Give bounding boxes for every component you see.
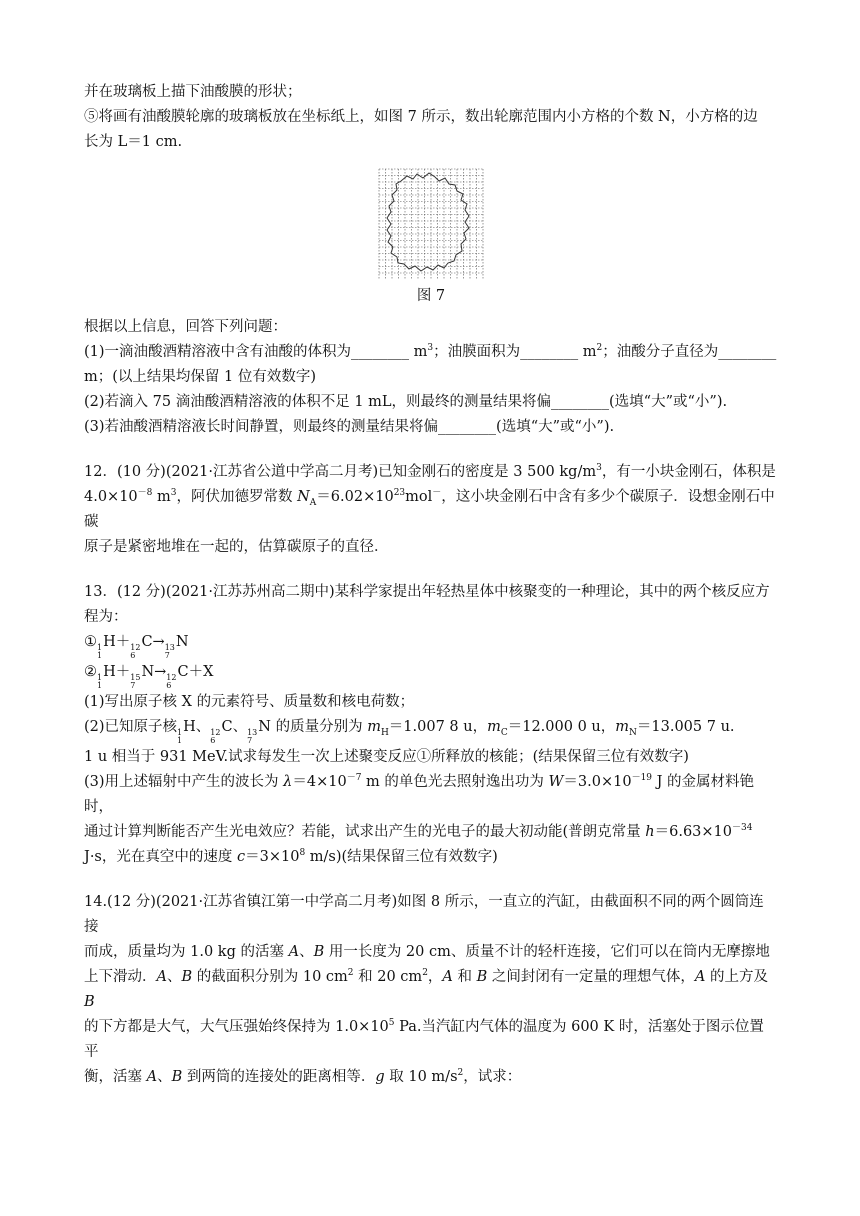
intro-line-2: ⑤将画有油酸膜轮廓的玻璃板放在坐标纸上，如图 7 所示，数出轮廓范围内小方格的个数 N，小方格的边 <box>84 109 758 125</box>
q14-line2: 而成，质量均为 1.0 kg 的活塞 A、B 用一长度为 20 cm、质量不计的轻杆连接，它们可以在筒内无摩擦地 <box>84 944 770 960</box>
figure-7-caption: 图 7 <box>416 288 446 304</box>
q13-line1: 13．(12 分)(2021·江苏苏州高二期中)某科学家提出年轻热星体中核聚变的一种理论，其中的两个核反应方 <box>84 584 770 600</box>
q13-line2: 程为： <box>84 609 128 625</box>
grid-oil-film-figure <box>377 167 485 281</box>
document-page <box>84 80 778 1090</box>
q13-sub2: (2)已知原子核 1 1 H、 12 6 C、 13 7 N 的质量分别为 $m_H=1.007$ 8 u，$m_C=12.000$ 0 u，$m_N=13.005$ 7 u. <box>84 719 735 745</box>
q13-eq2: ② 1 1 H＋ 15 7 N→ 12 6 C＋X <box>84 664 214 690</box>
q12-line3: 原子是紧密地堆在一起的，估算碳原子的直径． <box>84 539 389 555</box>
q13-sub3c: J·s，光在真空中的速度 $c=3\times 10^8$ m/s)(结果保留三位有效数字) <box>84 848 498 865</box>
q13-sub3a: (3)用上述辐射中产生的波长为 $\lambda=4\times 10^{-7}$ m 的单色光去照射逸出功为 $W=3.0\times 10^{-19}$ J 的金属材料铯时， <box>84 773 755 815</box>
q14-line1: 14.(12 分)(2021·江苏省镇江第一中学高二月考)如图 8 所示，一直立的汽缸，由截面积不同的两个圆筒连接 <box>84 894 764 935</box>
q13-sub3b: 通过计算判断能否产生光电效应？若能，试求出产生的光电子的最大初动能(普朗克常量 $h=6.63\times 10^{-34}$ <box>84 823 753 840</box>
q11-sub1-line1: (1)一滴油酸酒精溶液中含有油酸的体积为________ $m^3$；油膜面积为________ $m^2$；油酸分子直径为________ <box>84 343 777 360</box>
q14-line3: 上下滑动．A、B 的截面积分别为 10 $cm^2$ 和 20 $cm^2$，A 和 B 之间封闭有一定量的理想气体，A 的上方及 B <box>84 968 768 1010</box>
q11-sub1-line2: m；(以上结果均保留 1 位有效数字) <box>84 369 317 385</box>
q13-eq1: ① 1 1 H＋ 12 6 C→ 13 7 N <box>84 634 189 660</box>
q12-line1: 12．(10 分)(2021·江苏省公道中学高二月考)已知金刚石的密度是 3 500 $kg/m^3$，有一小块金刚石，体积是 <box>84 463 776 480</box>
q12-line2: $4.0\times 10^{-8}$ $m^3$，阿伏加德罗常数 $N_A=6.02\times 10^{23}mol^-$，这小块金刚石中含有多少个碳原子．设想金刚石中碳 <box>84 488 775 530</box>
q14-line4: 的下方都是大气，大气压强始终保持为 $1.0\times 10^5$ Pa.当汽缸内气体的温度为 600 K 时，活塞处于图示位置平 <box>84 1018 764 1060</box>
q11-sub2: (2)若滴入 75 滴油酸酒精溶液的体积不足 1 mL，则最终的测量结果将偏________(选填“大”或“小”). <box>84 394 728 410</box>
q11-sub3: (3)若油酸酒精溶液长时间静置，则最终的测量结果将偏________(选填“大”或“小”). <box>84 419 615 435</box>
figure-7 <box>84 167 778 307</box>
intro-line-1: 并在玻璃板上描下油酸膜的形状； <box>84 84 302 100</box>
q13-sub2b: 1 u 相当于 931 MeV.试求每发生一次上述聚变反应①所释放的核能；(结果保留三位有效数字) <box>84 749 689 765</box>
q11-lead: 根据以上信息，回答下列问题： <box>84 319 287 335</box>
q14-line5: 衡，活塞 A、B 到两筒的连接处的距离相等．g 取 10 $m/s^2$，试求： <box>84 1068 522 1085</box>
intro-line-3: 长为 L＝1 cm. <box>84 134 183 150</box>
q13-sub1: (1)写出原子核 X 的元素符号、质量数和核电荷数； <box>84 694 415 710</box>
